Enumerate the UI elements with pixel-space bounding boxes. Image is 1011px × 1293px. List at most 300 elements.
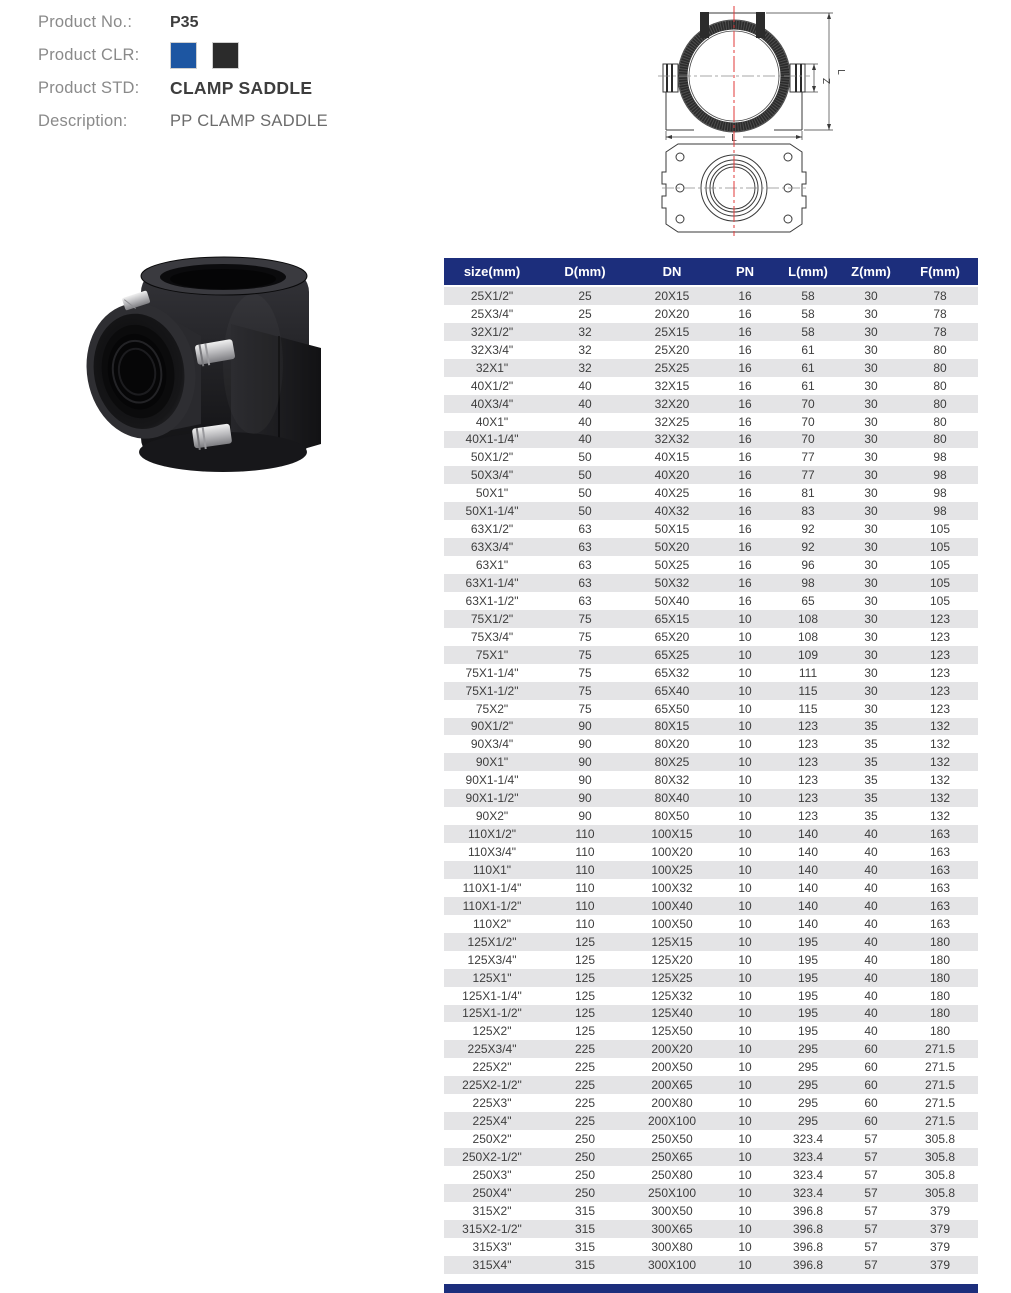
table-row [444,592,978,610]
table-cell: 16 [738,324,752,339]
table-cell: 40 [864,1006,878,1021]
black-color-swatch [212,42,239,69]
table-cell: 25 [578,288,592,303]
table-cell: 75X3/4" [470,629,514,644]
table-cell: 32X15 [654,378,690,393]
svg-text:L: L [835,69,846,75]
table-cell: 80X20 [654,737,690,752]
table-cell: 60 [864,1042,878,1057]
table-cell: 70 [801,414,815,429]
table-cell: 30 [864,665,878,680]
product-no-value: P35 [170,13,199,31]
table-cell: 16 [738,450,752,465]
table-row [444,682,978,700]
table-cell: 80X25 [654,755,690,770]
table-cell: 50X1-1/4" [465,504,519,519]
table-cell: 35 [864,719,878,734]
table-cell: 75 [578,701,592,716]
table-cell: 323.4 [792,1132,824,1147]
table-cell: 50 [578,450,592,465]
table-cell: 80X15 [654,719,690,734]
table-cell: 16 [738,540,752,555]
table-cell: 10 [738,862,752,877]
table-cell: 305.8 [924,1149,956,1164]
table-cell: 40X1" [475,414,509,429]
table-cell: 100X40 [651,898,693,913]
table-cell: 100X25 [651,862,693,877]
table-cell: 379 [929,1257,951,1272]
table-cell: 30 [864,540,878,555]
outlet-post-right [756,12,765,38]
table-cell: 163 [929,880,951,895]
table-cell: 300X100 [647,1257,697,1272]
table-cell: 16 [738,575,752,590]
table-row [444,1148,978,1166]
table-row [444,448,978,466]
table-cell: 295 [797,1096,819,1111]
table-cell: 40 [578,378,592,393]
table-cell: 295 [797,1114,819,1129]
table-row [444,286,978,305]
table-cell: 315 [574,1221,596,1236]
table-row [444,879,978,897]
table-cell: 300X80 [651,1239,693,1254]
table-cell: 295 [797,1060,819,1075]
table-row [444,359,978,377]
table-cell: 200X80 [651,1096,693,1111]
table-cell: 125X1/2" [467,934,517,949]
outlet-post-left [700,12,709,38]
table-cell: 60 [864,1060,878,1075]
table-cell: 32 [578,360,592,375]
table-cell: 50 [578,468,592,483]
table-cell: 10 [738,719,752,734]
table-cell: 50X32 [654,575,690,590]
table-cell: 65X32 [654,665,690,680]
table-row [444,825,978,843]
table-cell: 100X15 [651,827,693,842]
table-cell: 63X1-1/4" [465,575,519,590]
table-cell: 40 [864,880,878,895]
table-cell: 90 [578,773,592,788]
table-row [444,789,978,807]
table-cell: 305.8 [924,1132,956,1147]
table-cell: 10 [738,898,752,913]
table-cell: 132 [929,755,951,770]
table-row [444,1202,978,1220]
table-row [444,466,978,484]
table-cell: 30 [864,378,878,393]
table-cell: 115 [798,701,818,716]
table-row [444,1076,978,1094]
table-cell: 140 [797,862,819,877]
blue-color-swatch [170,42,197,69]
table-cell: 125 [574,1006,596,1021]
table-cell: 57 [864,1149,878,1164]
table-cell: 10 [738,1185,752,1200]
table-cell: 90 [578,737,592,752]
table-cell: 16 [738,396,752,411]
table-cell: 125X50 [651,1024,693,1039]
table-row [444,951,978,969]
table-cell: 10 [738,1078,752,1093]
table-cell: 65 [801,593,815,608]
table-row [444,664,978,682]
table-row [444,1166,978,1184]
table-cell: 32X25 [654,414,690,429]
table-cell: 58 [801,288,815,303]
table-cell: 32X20 [654,396,690,411]
table-cell: 123 [797,719,819,734]
table-cell: 110 [575,916,595,931]
table-row [444,538,978,556]
table-cell: 125 [574,970,596,985]
table-cell: 96 [801,558,815,573]
table-cell: 125X25 [651,970,693,985]
table-cell: 10 [738,755,752,770]
table-cell: 110X1-1/4" [462,880,522,895]
table-cell: 250X4" [472,1185,512,1200]
table-cell: 40 [864,1024,878,1039]
table-cell: 125 [574,934,596,949]
table-cell: 30 [864,486,878,501]
table-cell: 110 [575,880,595,895]
table-cell: 125X40 [651,1006,693,1021]
table-cell: 57 [864,1239,878,1254]
table-row [444,987,978,1005]
table-cell: 58 [801,306,815,321]
table-cell: 75 [578,629,592,644]
table-cell: 110X1-1/2" [462,898,522,913]
table-cell: 195 [797,1024,819,1039]
table-cell: 50X20 [654,540,690,555]
table-cell: 90 [578,791,592,806]
table-cell: 110X3/4" [467,845,517,860]
table-cell: 250X65 [651,1149,693,1164]
table-cell: 123 [929,647,951,662]
table-cell: 16 [738,558,752,573]
table-cell: 80X32 [654,773,690,788]
table-row [444,1058,978,1076]
table-cell: 315X3" [472,1239,512,1254]
table-cell: 25X25 [654,360,690,375]
table-cell: 180 [929,1024,951,1039]
table-cell: 10 [738,952,752,967]
table-row [444,574,978,592]
spec-table-head [444,258,978,286]
table-cell: 30 [864,324,878,339]
table-cell: 125X1-1/2" [462,1006,522,1021]
table-row [444,807,978,825]
table-cell: 132 [929,737,951,752]
table-cell: 180 [929,988,951,1003]
table-cell: 90X1-1/4" [465,773,519,788]
table-cell: 40X25 [654,486,690,501]
table-cell: 80 [933,432,947,447]
table-row [444,771,978,789]
table-cell: 396.8 [792,1221,824,1236]
table-row [444,610,978,628]
table-cell: 315 [574,1239,596,1254]
table-cell: 92 [801,540,815,555]
table-cell: 140 [797,827,819,842]
table-cell: 10 [738,845,752,860]
table-cell: 396.8 [792,1257,824,1272]
svg-text:L: L [731,133,737,144]
table-row [444,556,978,574]
header-cell: L(mm) [776,258,840,286]
table-row [444,377,978,395]
table-cell: 10 [738,1167,752,1182]
table-cell: 195 [797,1006,819,1021]
table-cell: 30 [864,701,878,716]
table-cell: 125X1" [472,970,512,985]
table-cell: 50X1" [475,486,509,501]
table-cell: 25X15 [654,324,690,339]
table-cell: 180 [929,934,951,949]
table-cell: 10 [738,737,752,752]
table-cell: 250X100 [647,1185,697,1200]
table-cell: 30 [864,593,878,608]
table-row [444,323,978,341]
header-cell: size(mm) [444,258,540,286]
table-cell: 295 [797,1042,819,1057]
table-cell: 250X50 [651,1132,693,1147]
table-cell: 40 [578,396,592,411]
table-cell: 40X1-1/4" [465,432,519,447]
table-cell: 57 [864,1203,878,1218]
table-cell: 40 [864,916,878,931]
table-cell: 323.4 [792,1185,824,1200]
table-cell: 50 [578,504,592,519]
table-cell: 32 [578,342,592,357]
table-cell: 10 [738,665,752,680]
table-cell: 61 [801,360,815,375]
table-cell: 98 [933,486,947,501]
table-cell: 70 [801,396,815,411]
table-cell: 123 [929,683,951,698]
table-cell: 123 [797,737,819,752]
product-no-label: Product No.: [38,13,133,31]
table-cell: 271.5 [924,1096,956,1111]
table-row [444,341,978,359]
table-cell: 35 [864,737,878,752]
table-cell: 63 [578,593,592,608]
table-cell: 32X3/4" [470,342,514,357]
table-cell: 60 [864,1078,878,1093]
product-info [38,6,438,138]
table-row [444,1005,978,1023]
table-cell: 40X15 [654,450,690,465]
table-cell: 98 [933,450,947,465]
table-cell: 50 [578,486,592,501]
product-desc-row [38,105,438,138]
table-cell: 10 [738,1024,752,1039]
product-clr-row [38,39,438,72]
table-cell: 305.8 [924,1185,956,1200]
table-cell: 323.4 [792,1167,824,1182]
table-cell: 35 [864,809,878,824]
product-photo [83,244,328,484]
table-cell: 10 [738,809,752,824]
table-cell: 40 [864,898,878,913]
table-cell: 125 [574,988,596,1003]
table-cell: 109 [797,647,819,662]
product-desc-value: PP CLAMP SADDLE [170,112,328,130]
table-cell: 105 [929,540,951,555]
table-cell: 75 [578,647,592,662]
table-cell: 110X1/2" [467,827,517,842]
table-cell: 40X1/2" [470,378,514,393]
header-cell: D(mm) [540,258,630,286]
header-cell: DN [630,258,714,286]
table-cell: 300X65 [651,1221,693,1236]
table-row [444,897,978,915]
table-cell: 225X2" [472,1060,512,1075]
table-cell: 163 [929,827,951,842]
table-cell: 90X1-1/2" [465,791,519,806]
table-cell: 132 [929,719,951,734]
table-cell: 77 [801,468,815,483]
table-cell: 30 [864,450,878,465]
table-cell: 50X25 [654,558,690,573]
table-row [444,1130,978,1148]
table-cell: 125X15 [651,934,693,949]
header-cell: PN [714,258,776,286]
table-cell: 90X2" [475,809,509,824]
table-cell: 163 [929,845,951,860]
table-cell: 40 [864,988,878,1003]
table-row [444,628,978,646]
table-cell: 57 [864,1221,878,1236]
product-std-label: Product STD: [38,79,140,97]
table-cell: 123 [929,629,951,644]
table-cell: 10 [738,827,752,842]
table-cell: 40 [864,952,878,967]
table-cell: 110 [575,845,595,860]
table-cell: 20X15 [654,288,690,303]
table-cell: 10 [738,701,752,716]
table-cell: 225 [574,1060,596,1075]
table-cell: 140 [797,898,819,913]
table-cell: 271.5 [924,1114,956,1129]
table-cell: 90 [578,755,592,770]
svg-text:Z: Z [820,77,831,85]
table-cell: 92 [801,522,815,537]
table-cell: 123 [797,755,819,770]
table-cell: 80 [933,360,947,375]
table-cell: 10 [738,773,752,788]
dim-z [805,64,831,92]
table-cell: 163 [929,898,951,913]
table-cell: 100X32 [651,880,693,895]
table-cell: 140 [797,916,819,931]
table-cell: 35 [864,755,878,770]
table-cell: 30 [864,396,878,411]
table-cell: 30 [864,629,878,644]
table-cell: 10 [738,629,752,644]
table-cell: 70 [801,432,815,447]
table-cell: 132 [929,791,951,806]
spec-table [444,258,978,1274]
table-cell: 315 [574,1257,596,1272]
table-cell: 63 [578,522,592,537]
table-cell: 77 [801,450,815,465]
table-cell: 250X2-1/2" [462,1149,522,1164]
table-cell: 379 [929,1221,951,1236]
table-cell: 80X40 [654,791,690,806]
table-row [444,1022,978,1040]
table-cell: 16 [738,486,752,501]
table-cell: 225 [574,1042,596,1057]
table-cell: 115 [798,683,818,698]
color-swatches [170,42,239,69]
table-cell: 57 [864,1257,878,1272]
table-cell: 10 [738,880,752,895]
table-cell: 250X80 [651,1167,693,1182]
table-cell: 225X3/4" [467,1042,517,1057]
table-cell: 63 [578,558,592,573]
table-cell: 105 [929,522,951,537]
table-row [444,1112,978,1130]
table-cell: 110 [575,827,595,842]
table-cell: 98 [933,504,947,519]
table-cell: 65X40 [654,683,690,698]
table-cell: 30 [864,575,878,590]
table-row [444,933,978,951]
table-cell: 100X50 [651,916,693,931]
table-cell: 32X1" [475,360,509,375]
table-cell: 80 [933,378,947,393]
table-row [444,700,978,718]
table-cell: 140 [797,880,819,895]
table-cell: 295 [797,1078,819,1093]
table-row [444,915,978,933]
table-cell: 16 [738,288,752,303]
table-cell: 30 [864,504,878,519]
table-cell: 98 [801,575,815,590]
table-cell: 25X1/2" [470,288,514,303]
table-row [444,413,978,431]
table-cell: 25X20 [654,342,690,357]
table-cell: 315 [574,1203,596,1218]
table-cell: 16 [738,468,752,483]
table-cell: 50X3/4" [470,468,514,483]
left-lug [663,64,678,92]
table-cell: 271.5 [924,1060,956,1075]
table-cell: 10 [738,1042,752,1057]
table-cell: 65X15 [654,611,690,626]
table-cell: 63X1-1/2" [465,593,519,608]
table-row [444,646,978,664]
table-row [444,1094,978,1112]
table-cell: 60 [864,1096,878,1111]
table-cell: 75X1-1/4" [465,665,519,680]
table-cell: 123 [797,791,819,806]
table-cell: 125X32 [651,988,693,1003]
product-std-value: CLAMP SADDLE [170,78,313,98]
table-cell: 10 [738,1114,752,1129]
table-cell: 315X4" [472,1257,512,1272]
table-cell: 32 [578,324,592,339]
table-cell: 195 [797,934,819,949]
table-cell: 30 [864,522,878,537]
table-cell: 40X20 [654,468,690,483]
table-cell: 80 [933,396,947,411]
table-cell: 90X1" [475,755,509,770]
table-row [444,502,978,520]
table-row [444,718,978,736]
